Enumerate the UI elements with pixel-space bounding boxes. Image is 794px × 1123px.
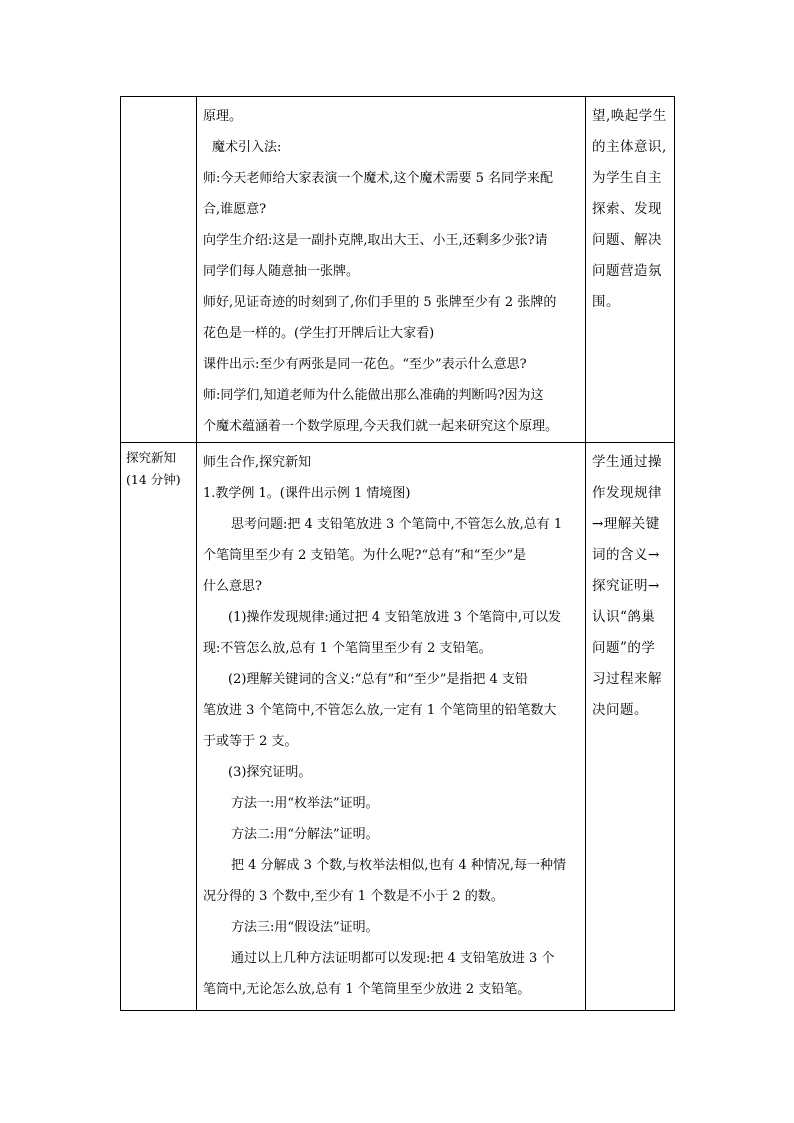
stage-time: (14 分钟): [126, 472, 181, 487]
content-line: 况分得的 3 个数中,至少有 1 个数是不小于 2 的数。: [203, 889, 504, 904]
content-line: 个魔术蕴涵着一个数学原理,今天我们就一起来研究这个原理。: [203, 419, 559, 434]
intent-line: 的主体意识,: [592, 139, 667, 155]
content-line: 师生合作,探究新知: [203, 455, 312, 470]
content-line: 笔筒中,无论怎么放,总有 1 个笔筒里至少放进 2 支铅笔。: [203, 982, 531, 997]
content-line: 花色是一样的。(学生打开牌后让大家看): [203, 326, 435, 341]
intent-line: 为学生自主: [592, 170, 662, 186]
intent-line: 作发现规律: [592, 485, 662, 501]
intent-line: 问题、解决: [592, 232, 662, 248]
intent-line: 探索、发现: [592, 201, 662, 217]
stage-title: 探究新知: [126, 450, 177, 465]
content-line: 现:不管怎么放,总有 1 个笔筒里至少有 2 支铅笔。: [203, 641, 492, 656]
intent-line: 围。: [592, 294, 620, 310]
intent-line: 问题营造氛: [592, 263, 662, 279]
content-line: 思考问题:把 4 支铅笔放进 3 个笔筒中,不管怎么放,总有 1: [231, 517, 563, 532]
content-line: 个笔筒里至少有 2 支铅笔。为什么呢?“总有”和“至少”是: [203, 548, 527, 563]
content-line: 通过以上几种方法证明都可以发现:把 4 支铅笔放进 3 个: [231, 951, 555, 966]
content-line: 方法二:用“分解法”证明。: [231, 827, 379, 842]
intent-line: →理解关键: [592, 516, 660, 532]
stage-cell: [121, 97, 197, 443]
stage-cell: [121, 443, 197, 1011]
content-line: 把 4 分解成 3 个数,与枚举法相似,也有 4 种情况,每一种情: [231, 858, 567, 873]
content-line: (3)探究证明。: [228, 765, 312, 780]
content-line: 向学生介绍:这是一副扑克牌,取出大王、小王,还剩多少张?请: [203, 233, 548, 248]
intent-line: 望,唤起学生: [592, 108, 667, 124]
content-line: 什么意思?: [203, 579, 262, 594]
content-line: 方法一:用“枚举法”证明。: [231, 796, 379, 811]
content-line: 原理。: [203, 109, 243, 124]
content-line: 师好,见证奇迹的时刻到了,你们手里的 5 张牌至少有 2 张牌的: [203, 295, 557, 310]
content-line: 课件出示:至少有两张是同一花色。“至少”表示什么意思?: [203, 357, 527, 372]
content-line: 师:今天老师给大家表演一个魔术,这个魔术需要 5 名同学来配: [203, 171, 554, 186]
intent-line: 认识“鸽巢: [592, 609, 656, 625]
intent-line: 决问题。: [592, 702, 648, 718]
intent-line: 探究证明→: [592, 578, 660, 594]
content-line: 魔术引入法:: [212, 140, 282, 155]
content-line: 同学们每人随意抽一张牌。: [203, 264, 360, 279]
content-line: 笔放进 3 个笔筒中,不管怎么放,一定有 1 个笔筒里的铅笔数大: [203, 703, 557, 718]
intent-line: 学生通过操: [592, 454, 662, 470]
intent-line: 问题”的学: [592, 640, 656, 656]
content-cell: [197, 97, 586, 443]
intent-line: 习过程来解: [592, 671, 662, 687]
content-line: (1)操作发现规律:通过把 4 支铅笔放进 3 个笔筒中,可以发: [228, 610, 561, 625]
content-line: (2)理解关键词的含义:“总有”和“至少”是指把 4 支铅: [228, 672, 528, 687]
content-line: 于或等于 2 支。: [203, 734, 298, 749]
content-line: 合,谁愿意?: [203, 202, 267, 217]
content-line: 1.教学例 1。(课件出示例 1 情境图): [203, 486, 411, 501]
intent-cell: [586, 443, 675, 1011]
intent-cell: [586, 97, 675, 443]
content-line: 方法三:用“假设法”证明。: [231, 920, 379, 935]
lesson-plan-table: [120, 96, 675, 1011]
table-row: [121, 97, 675, 443]
table-row: [121, 443, 675, 1011]
content-line: 师:同学们,知道老师为什么能做出那么准确的判断吗?因为这: [203, 388, 544, 403]
intent-line: 词的含义→: [592, 547, 660, 563]
content-cell: [197, 443, 586, 1011]
